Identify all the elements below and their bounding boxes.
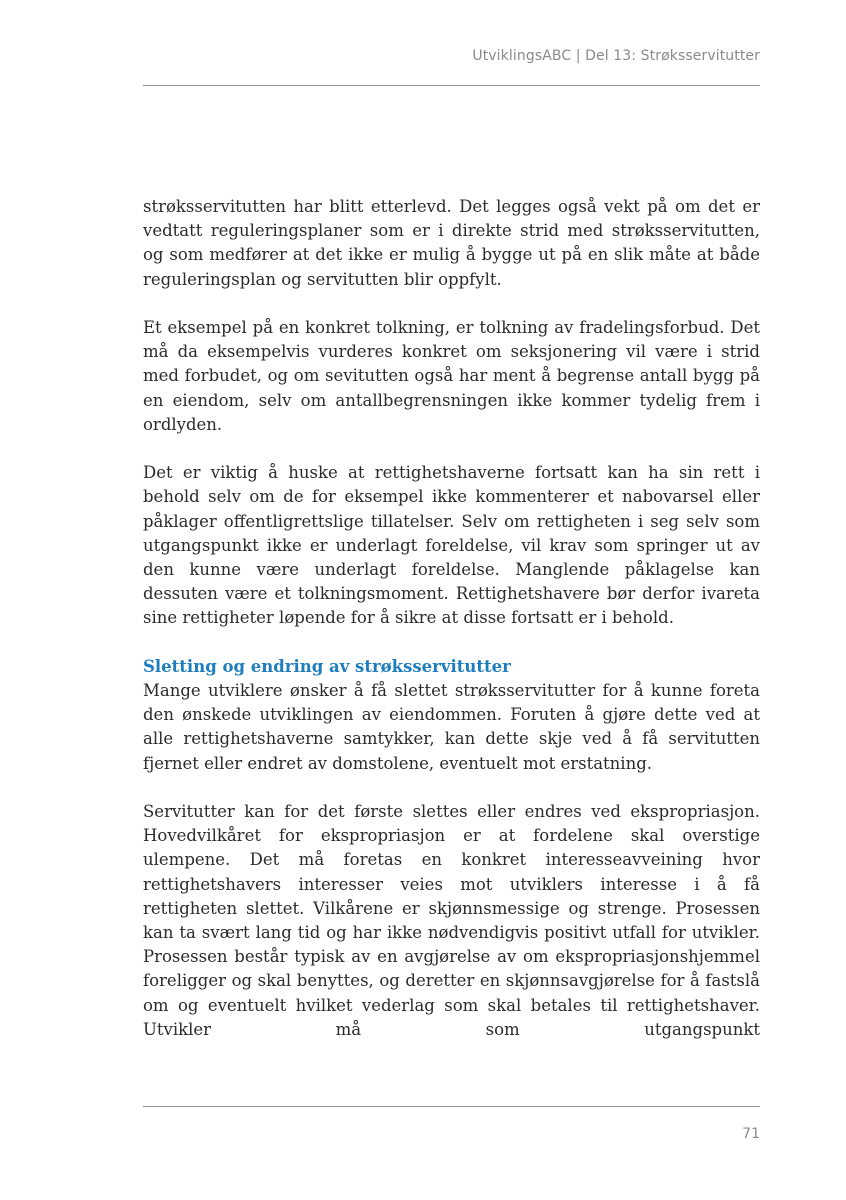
section-heading: Sletting og endring av strøksservitutter [143,656,511,676]
header-divider [143,85,760,86]
paragraph: Det er viktig å huske at rettighetshaverne fortsatt kan ha sin rett i behold selv om de for eksempel ikke kommenterer et nabovarsel eller påklager offentligrettslige tillatelser. Selv om rettigheten i seg selv som utgangspunkt ikke er underlagt foreldelse, vil krav som springer ut av den kunne være underlagt foreldelse. Manglende påklagelse kan dessuten være et tolkningsmoment. Rettighetshavere bør derfor ivareta sine rettigheter løpende for å sikre at disse fortsatt er i behold. [143,463,760,628]
paragraph: Servitutter kan for det første slettes eller endres ved ekspropriasjon. Hovedvilkåret for ekspropriasjon er at fordelene skal overstige ulempene. Det må foretas en konkret interesseavveining hvor rettighetshavers interesser veies mot utviklers interesse i å få rettigheten slettet. Vilkårene er skjønnsmessige og strenge. Prosessen kan ta svært lang tid og har ikke nødvendigvis positivt utfall for utvikler. Prosessen består typisk av en avgjørelse av om ekspropriasjonshjemmel foreligger og skal benyttes, og deretter en skjønnsavgjørelse for å fastslå om og eventuelt hvilket vederlag som skal betales til rettighetshaver. Utvikler må som utgangspunkt [143,802,760,1039]
running-header: UtviklingsABC | Del 13: Strøksservitutter [472,48,760,64]
body-text [143,195,760,1066]
page-number: 71 [742,1126,760,1142]
paragraph: Et eksempel på en konkret tolkning, er tolkning av fradelingsforbud. Det må da eksempelvis vurderes konkret om seksjonering vil være i strid med forbudet, og om sevitutten også har ment å begrense antall bygg på en eiendom, selv om antallbegrensningen ikke kommer tydelig frem i ordlyden. [143,318,760,434]
paragraph: strøksservitutten har blitt etterlevd. Det legges også vekt på om det er vedtatt reguleringsplaner som er i direkte strid med strøksservitutten, og som medfører at det ikke er mulig å bygge ut på en slik måte at både reguleringsplan og servitutten blir oppfylt. [143,197,760,289]
paragraph: Mange utviklere ønsker å få slettet strøksservitutter for å kunne foreta den ønskede utviklingen av eiendommen. Foruten å gjøre dette ved at alle rettighetshaverne samtykker, kan dette skje ved å få servitutten fjernet eller endret av domstolene, eventuelt mot erstatning. [143,681,760,773]
footer-divider [143,1106,760,1107]
